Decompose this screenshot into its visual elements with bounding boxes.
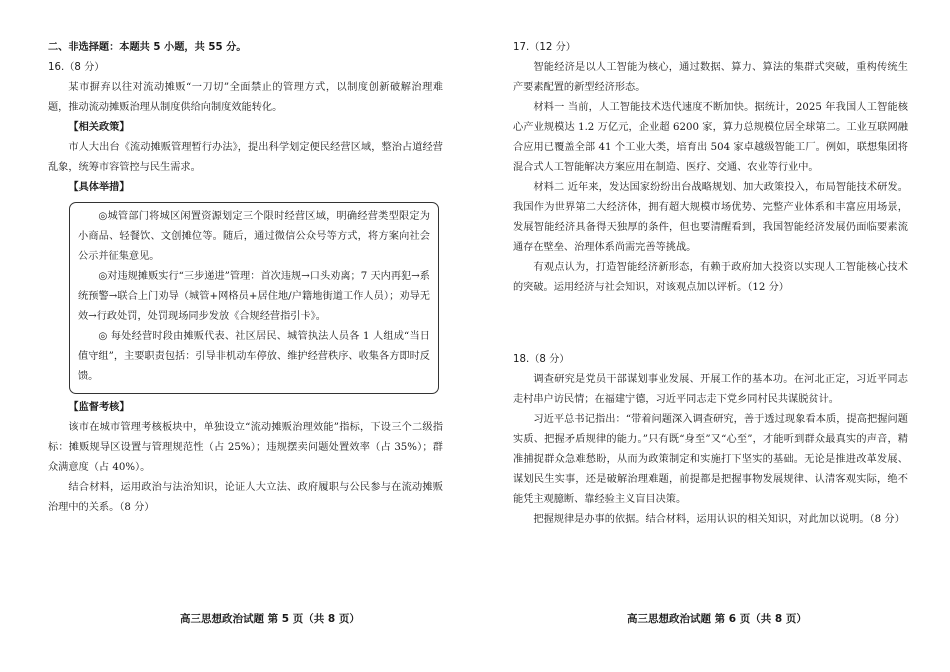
question-17-intro: 智能经济是以人工智能为核心，通过数据、算力、算法的集群式突破，重构传统生产要素配置的新型经济形态。 [513, 62, 908, 93]
footer-page-5: 高三思想政治试题 第 5 页（共 8 页） [180, 613, 360, 625]
measure-2: ◎对违规摊贩实行“三步递进”管理：首次违规→口头劝离；7 天内再犯→系统预警→联合上门劝导（城管+网格员+居住地/户籍地街道工作人员）；劝导无效→行政处罚，处罚现场同步发放《合规经营指引卡》。 [78, 271, 430, 322]
policy-heading: 【相关政策】 [68, 122, 130, 133]
question-18-paragraph-1: 调查研究是党员干部谋划事业发展、开展工作的基本功。在河北正定，习近平同志走村串户访民情；在福建宁德，习近平同志走下党乡同村民共谋脱贫计。 [513, 374, 908, 405]
question-17-number: 17.（12 分） [513, 42, 576, 53]
footer-page-6: 高三思想政治试题 第 6 页（共 8 页） [627, 613, 807, 625]
question-16-intro: 某市摒弃以往对流动摊贩“一刀切”全面禁止的管理方式，以制度创新破解治理难题，推动流动摊贩治理从制度供给向制度效能转化。 [48, 82, 443, 113]
measures-box [69, 202, 439, 394]
section-title: 二、非选择题：本题共 5 小题，共 55 分。 [48, 42, 247, 53]
question-17-material-2: 材料二 近年来，发达国家纷纷出台战略规划、加大政策投入，布局智能技术研发。我国作为世界第二大经济体，拥有超大规模市场优势、完整产业体系和丰富应用场景，发展智能经济具备得天独厚的条件，但也要清醒看到，我国智能经济发展仍面临要素流通存在壁垒、治理体系尚需完善等挑战。 [513, 182, 908, 253]
right-page [513, 38, 908, 298]
question-16-number: 16.（8 分） [48, 62, 105, 73]
left-page [48, 38, 443, 518]
question-18-block [513, 350, 908, 530]
question-18-task: 把握规律是办事的依据。结合材料，运用认识的相关知识，对此加以说明。（8 分） [533, 514, 905, 525]
question-18-number: 18.（8 分） [513, 354, 570, 365]
question-18-paragraph-2: 习近平总书记指出：“带着问题深入调查研究，善于透过现象看本质，提高把握问题实质、把握矛盾规律的能力。”只有既“身至”又“心至”，才能听到群众最真实的声音，精准捕捉群众急难愁盼，从而为政策制定和实施打下坚实的基础。无论是推进改革发展、谋划民生实事，还是破解治理难题，前提都是把握事物发展规律、认清客观实际，绝不能凭主观臆断、靠经验主义盲目决策。 [513, 414, 908, 505]
supervise-heading: 【监督考核】 [68, 402, 130, 413]
question-17-material-1: 材料一 当前，人工智能技术迭代速度不断加快。据统计，2025 年我国人工智能核心产业规模达 1.2 万亿元，企业超 6200 家，算力总规模位居全球第二。工业互联网融合应用已覆盖全部 41 个工业大类，培育出 504 家卓越级智能工厂。例如，联想集团将混合式人工智能解决方案应用在制造、医疗、交通、农业等行业中。 [513, 102, 908, 173]
measure-3: ◎ 每处经营时段由摊贩代表、社区居民、城管执法人员各 1 人组成“当日值守组”，主要职责包括：引导非机动车停放、维护经营秩序、收集各方即时反馈。 [78, 331, 430, 382]
measures-heading: 【具体举措】 [68, 182, 130, 193]
policy-text: 市人大出台《流动摊贩管理暂行办法》，提出科学划定便民经营区域，整治占道经营乱象，统筹市容管控与民生需求。 [48, 142, 443, 173]
supervise-text: 该市在城市管理考核板块中，单独设立“流动摊贩治理效能”指标，下设三个二级指标：摊贩规导区设置与管理规范性（占 25%）；违规摆卖问题处置效率（占 35%）；群众满意度（占 40%）。 [48, 422, 443, 473]
measure-1: ◎城管部门将城区闲置资源划定三个限时经营区域，明确经营类型限定为小商品、轻餐饮、文创摊位等。随后，通过微信公众号等方式，将方案向社会公示并征集意见。 [78, 211, 430, 262]
question-16-task: 结合材料，运用政治与法治知识，论证人大立法、政府履职与公民参与在流动摊贩治理中的关系。（8 分） [48, 482, 443, 513]
question-17-task: 有观点认为，打造智能经济新形态，有赖于政府加大投资以实现人工智能核心技术的突破。运用经济与社会知识，对该观点加以评析。（12 分） [513, 262, 908, 293]
